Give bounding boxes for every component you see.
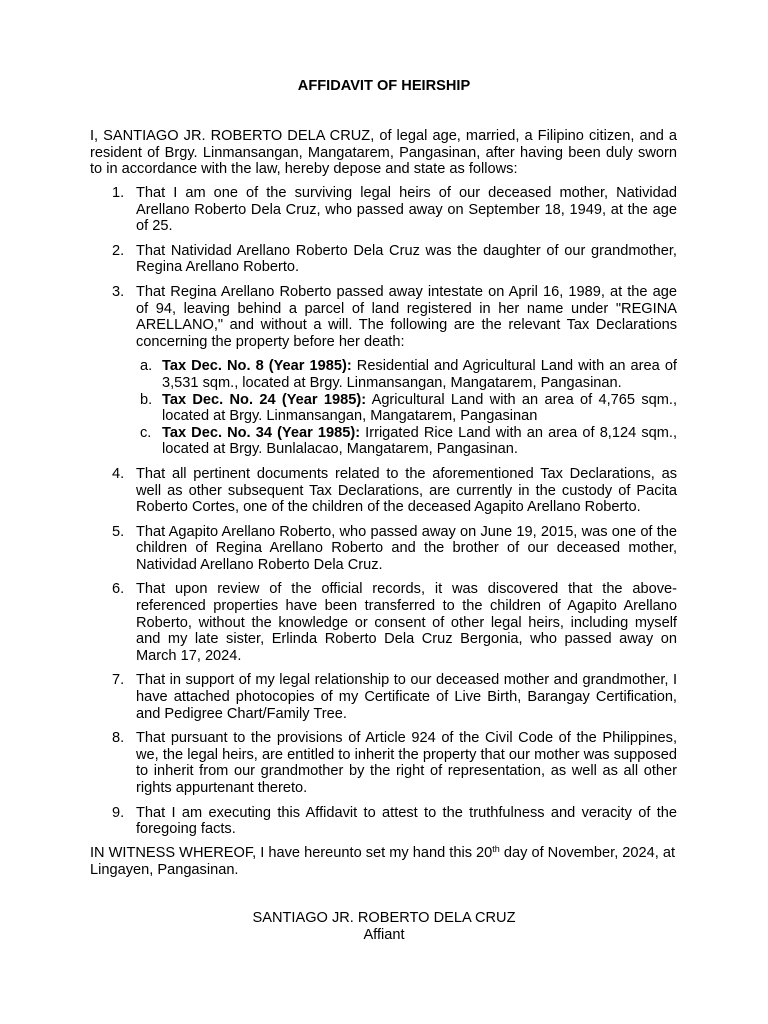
item-number: 9. xyxy=(112,804,125,821)
item-text: That Regina Arellano Roberto passed away intestate on April 16, 1989, at the age of 94, leaving behind a parcel of land registered in her name under "REGINA ARELLANO," and without a will. The following are the relevant Tax Declarations concerning the property before her death: xyxy=(136,283,677,350)
sub-item-letter: b. xyxy=(140,391,153,408)
item-text: That all pertinent documents related to the aforementioned Tax Declarations, as well as other subsequent Tax Declarations, are currently in the custody of Pacita Roberto Cortes, one of the children of the deceased Agapito Arellano Roberto. xyxy=(136,465,677,516)
item-text: That I am one of the surviving legal heirs of our deceased mother, Natividad Arellano Roberto Dela Cruz, who passed away on September 18, 1949, at the age of 25. xyxy=(136,185,677,235)
affiant-name: SANTIAGO JR. ROBERTO DELA CRUZ xyxy=(252,910,516,926)
tax-dec-label: Tax Dec. No. 8 (Year 1985): xyxy=(162,358,352,375)
intro-paragraph: I, SANTIAGO JR. ROBERTO DELA CRUZ, of legal age, married, a Filipino citizen, and a resident of Brgy. Linmansangan, Mangatarem, Pangasinan, after having been duly sworn to in accordance with the law, hereby depose and state as follows: xyxy=(90,128,677,178)
sub-item-text: Agricultural Land with an area of 4,765 sqm., located at Brgy. Linmansangan, Mangatarem, Pangasinan xyxy=(162,391,677,425)
sub-item-text: Residential and Agricultural Land with an area of 3,531 sqm., located at Brgy. Linmansangan, Mangatarem, Pangasinan. xyxy=(162,358,677,391)
tax-declaration-list xyxy=(136,358,677,458)
item-text: That Natividad Arellano Roberto Dela Cruz was the daughter of our grandmother, Regina Arellano Roberto. xyxy=(136,242,677,276)
sub-item-text: Irrigated Rice Land with an area of 8,124 sqm., located at Brgy. Bunlalacao, Mangatarem, Pangasinan. xyxy=(162,424,677,458)
item-number: 3. xyxy=(112,283,125,300)
item-number: 2. xyxy=(112,242,125,259)
witness-text-before: IN WITNESS WHEREOF, I have hereunto set my hand this 20 xyxy=(90,845,493,861)
item-number: 1. xyxy=(112,185,125,201)
affiant-role: Affiant xyxy=(363,926,405,943)
sub-item-letter: c. xyxy=(140,424,152,441)
list-item xyxy=(90,805,677,838)
list-item xyxy=(90,243,677,276)
list-item xyxy=(90,581,677,664)
sub-list-item xyxy=(136,392,677,425)
document-title: AFFIDAVIT OF HEIRSHIP xyxy=(297,78,471,94)
witness-text-after: day of November, 2024, at Lingayen, Pangasinan. xyxy=(90,845,676,878)
day-ordinal-suffix: th xyxy=(492,844,500,854)
list-item xyxy=(90,524,677,574)
item-text: That Agapito Arellano Roberto, who passed away on June 19, 2015, was one of the children of Regina Arellano Roberto and the brother of our deceased mother, Natividad Arellano Roberto Dela Cruz. xyxy=(136,523,677,573)
item-number: 8. xyxy=(112,730,125,747)
list-item xyxy=(90,284,677,458)
item-number: 6. xyxy=(112,581,125,598)
item-text: That pursuant to the provisions of Article 924 of the Civil Code of the Philippines, we, the legal heirs, are entitled to inherit the property that our mother was supposed to inherit from our grandmother by the right of representation, as well as all other rights appurtenant thereto. xyxy=(136,730,677,796)
list-item xyxy=(90,672,677,722)
sub-list-item xyxy=(136,358,677,391)
item-number: 5. xyxy=(112,523,125,540)
list-item xyxy=(90,466,677,516)
item-number: 7. xyxy=(112,672,125,689)
sub-list-item xyxy=(136,425,677,458)
item-number: 4. xyxy=(112,465,125,482)
item-text: That in support of my legal relationship to our deceased mother and grandmother, I have attached photocopies of my Certificate of Live Birth, Barangay Certification, and Pedigree Chart/Family Tree. xyxy=(136,672,677,722)
sub-item-letter: a. xyxy=(140,358,153,375)
tax-dec-label: Tax Dec. No. 24 (Year 1985): xyxy=(162,391,367,408)
numbered-statement-list xyxy=(90,185,677,846)
tax-dec-label: Tax Dec. No. 34 (Year 1985): xyxy=(162,424,361,441)
list-item xyxy=(90,730,677,796)
item-text: That I am executing this Affidavit to attest to the truthfulness and veracity of the foregoing facts. xyxy=(136,804,677,838)
witness-clause xyxy=(90,845,677,878)
list-item xyxy=(90,185,677,235)
item-text: That upon review of the official records, it was discovered that the above-referenced properties have been transferred to the children of Agapito Arellano Roberto, without the knowledge or consent of other legal heirs, including myself and my late sister, Erlinda Roberto Dela Cruz Bergonia, who passed away on March 17, 2024. xyxy=(136,581,677,664)
signature-block xyxy=(0,910,768,943)
